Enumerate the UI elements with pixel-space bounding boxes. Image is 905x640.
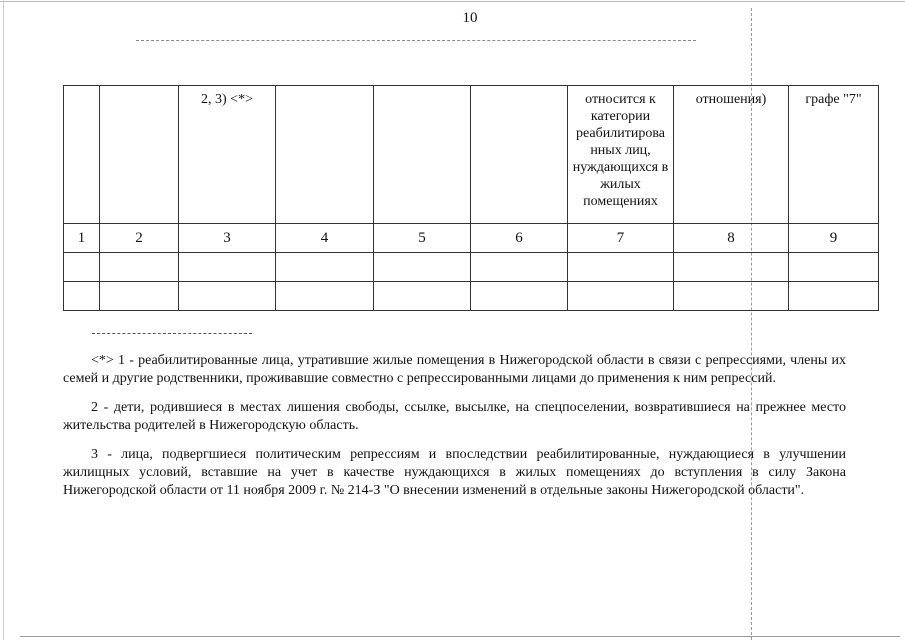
header-cell-3: 2, 3) <*> xyxy=(179,86,276,224)
table-cell xyxy=(674,253,789,282)
header-cell-4 xyxy=(276,86,374,224)
table-cell xyxy=(64,253,100,282)
column-number: 6 xyxy=(471,224,568,253)
header-rule xyxy=(136,40,696,41)
scan-edge-bottom xyxy=(20,636,900,637)
table-cell xyxy=(789,282,879,311)
column-number: 2 xyxy=(100,224,179,253)
header-cell-5 xyxy=(374,86,471,224)
column-number-row xyxy=(64,224,879,253)
table-cell xyxy=(179,253,276,282)
table-cell xyxy=(100,253,179,282)
table-cell xyxy=(789,253,879,282)
header-cell-8: отношения) xyxy=(674,86,789,224)
table-cell xyxy=(179,282,276,311)
column-number: 4 xyxy=(276,224,374,253)
table-cell xyxy=(64,282,100,311)
header-cell-9: графе "7" xyxy=(789,86,879,224)
column-number: 9 xyxy=(789,224,879,253)
table-row xyxy=(64,253,879,282)
column-number: 5 xyxy=(374,224,471,253)
footnote-separator xyxy=(92,333,252,334)
table-cell xyxy=(568,253,674,282)
table-cell xyxy=(674,282,789,311)
table-cell xyxy=(276,282,374,311)
registry-table xyxy=(63,85,879,311)
table-cell xyxy=(374,282,471,311)
header-cell-1 xyxy=(64,86,100,224)
table-header-row xyxy=(64,86,879,224)
table-cell xyxy=(471,253,568,282)
scan-edge-top xyxy=(0,1,905,2)
column-number: 8 xyxy=(674,224,789,253)
column-number: 3 xyxy=(179,224,276,253)
table-cell xyxy=(100,282,179,311)
column-number: 1 xyxy=(64,224,100,253)
table-cell xyxy=(276,253,374,282)
column-number: 7 xyxy=(568,224,674,253)
footnotes xyxy=(63,352,846,511)
scan-edge-left xyxy=(3,0,4,640)
table-row xyxy=(64,282,879,311)
header-cell-7: относится к категории реабилитирова нных лиц, нуждающихся в жилых помещениях xyxy=(568,86,674,224)
table-cell xyxy=(471,282,568,311)
table-cell xyxy=(374,253,471,282)
header-cell-6 xyxy=(471,86,568,224)
table-cell xyxy=(568,282,674,311)
footnote-1: <*> 1 - реабилитированные лица, утратившие жилые помещения в Нижегородской области в связи с репрессиями, члены их семей и другие родственники, проживавшие совместно с репрессированными лицами до применения к ним репрессий. xyxy=(63,353,846,386)
page-number: 10 xyxy=(462,10,478,26)
footnote-2: 2 - дети, родившиеся в местах лишения свободы, ссылке, высылке, на спецпоселении, возвратившиеся на прежнее место жительства родителей в Нижегородскую область. xyxy=(63,400,846,433)
header-cell-2 xyxy=(100,86,179,224)
footnote-3: 3 - лица, подвергшиеся политическим репрессиям и впоследствии реабилитированные, нуждающиеся в улучшении жилищных условий, вставшие на учет в качестве нуждающихся в жилых помещениях до вступления в силу Закона Нижегородской области от 11 ноября 2009 г. № 214-З "О внесении изменений в отдельные законы Нижегородской области". xyxy=(63,447,846,498)
